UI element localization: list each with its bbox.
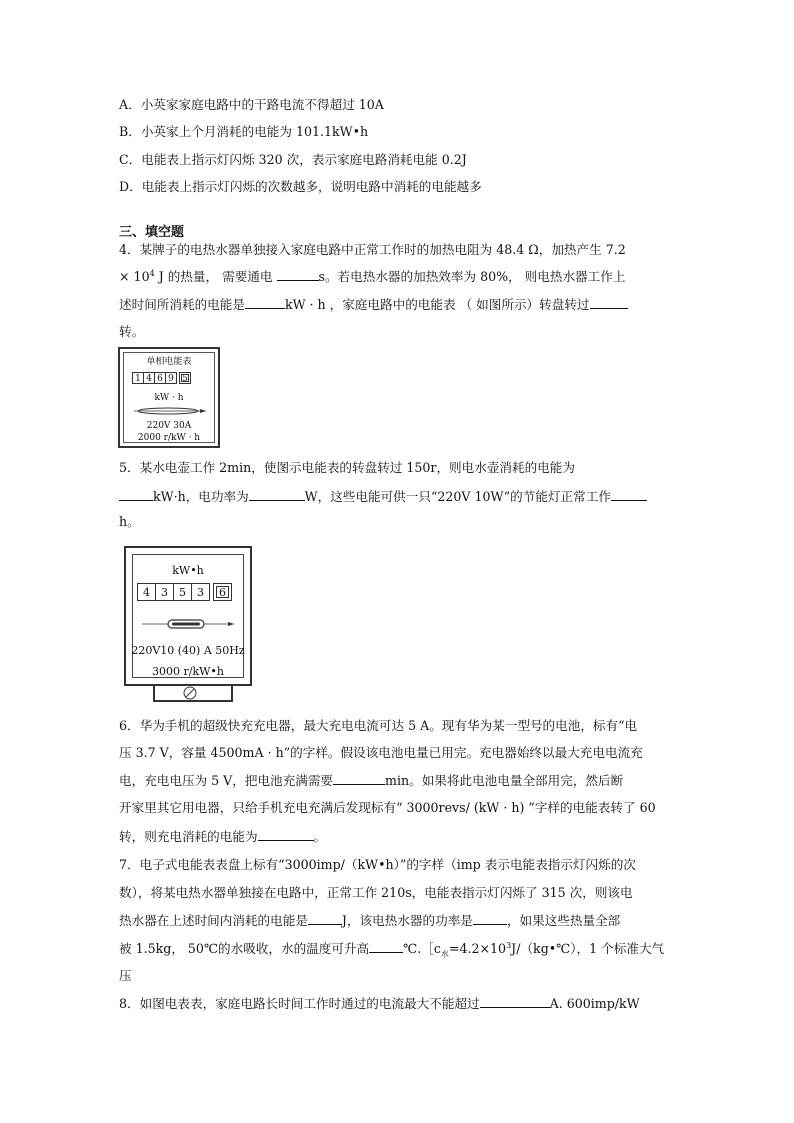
answer-blank[interactable] bbox=[277, 268, 319, 281]
q6-line-1: 6．华为手机的超级快充充电器，最大充电电流可达 5 A。现有华为某一型号的电池，标有“电 bbox=[119, 718, 638, 733]
q8-line-1: 8．如图电表表，家庭电路长时间工作时通过的电流最大不能超过 A. 600imp/kW bbox=[119, 996, 640, 1011]
meter-digits bbox=[138, 583, 232, 601]
q7-line-2: 数），将某电热水器单独接在电路中，正常工作 210s，电能表指示灯闪烁了 315 次，则该电 bbox=[119, 885, 633, 900]
q6-line-2: 压 3.7 V，容量 4500mA · h”的字样。假设该电池电量已用完。充电器始终以最大充电电流充 bbox=[119, 745, 643, 760]
option-b: B．小英家上个月消耗的电能为 101.1kW•h bbox=[119, 124, 369, 139]
answer-blank[interactable] bbox=[119, 488, 153, 501]
q7-line-1: 7．电子式电能表表盘上标有“3000imp/（kW•h）”的字样（imp 表示电能表指示灯闪烁的次 bbox=[119, 857, 636, 872]
meter-unit: kW•h bbox=[172, 564, 204, 577]
q7-line-3: 热水器在上述时间内消耗的电能是 J，该电热水器的功率是 ，如果这些热量全部 bbox=[119, 913, 621, 928]
meter-rating: 220V10 (40) A 50Hz bbox=[131, 644, 245, 657]
meter-digit: 3 bbox=[155, 583, 174, 601]
screw-icon bbox=[182, 686, 198, 700]
rotating-disc-icon bbox=[132, 406, 208, 416]
answer-blank[interactable] bbox=[480, 995, 550, 1008]
q6-line-4: 开家里其它用电器，只给手机充电充满后发现标有“ 3000revs/ (kW · h) ”字样的电能表转了 60 bbox=[119, 800, 656, 815]
q4-line-4: 转。 bbox=[119, 324, 145, 339]
q6-line-5: 转，则充电消耗的电能为 。 bbox=[119, 829, 327, 844]
answer-blank[interactable] bbox=[308, 912, 342, 925]
meter-digit: 4 bbox=[143, 372, 155, 384]
answer-blank[interactable] bbox=[590, 296, 628, 309]
answer-blank[interactable] bbox=[249, 488, 305, 501]
q4-line-3: 述时间所消耗的电能是 kW · h ，家庭电路中的电能表 （ 如图所示）转盘转过 bbox=[119, 296, 628, 314]
meter-title: 单相电能表 bbox=[146, 357, 192, 367]
energy-meter-figure-1 bbox=[118, 347, 220, 448]
energy-meter-figure-2 bbox=[124, 546, 252, 686]
answer-blank[interactable] bbox=[333, 772, 385, 785]
meter-terminal-box bbox=[153, 686, 233, 702]
q7-line-4: 被 1.5kg， 50℃的水吸收，水的温度可升高 $℃.[c_水=4.2\times 10^3J/(kg•℃)$，1 个标准大气 bbox=[119, 941, 665, 959]
meter-digit: 5 bbox=[179, 372, 191, 384]
meter-rev-constant: 3000 r/kW•h bbox=[152, 665, 224, 678]
answer-blank[interactable] bbox=[369, 940, 403, 953]
meter-unit: kW · h bbox=[154, 393, 184, 403]
q5-line-1: 5．某水电壶工作 2min，使图示电能表的转盘转过 150r，则电水壶消耗的电能为 bbox=[119, 460, 575, 475]
meter-digit: 5 bbox=[173, 583, 192, 601]
q4-line-1: 4．某牌子的电热水器单独接入家庭电路中正常工作时的加热电阻为 48.4 Ω，加热产生 7.2 bbox=[119, 242, 626, 257]
q7-line-5: 压 bbox=[119, 968, 132, 983]
answer-blank[interactable] bbox=[245, 296, 285, 309]
option-c: C．电能表上指示灯闪烁 320 次，表示家庭电路消耗电能 0.2J bbox=[119, 152, 467, 167]
answer-blank[interactable] bbox=[258, 828, 314, 841]
meter-digits bbox=[133, 372, 191, 384]
meter-digit: 3 bbox=[191, 583, 210, 601]
meter-digit: 6 bbox=[154, 372, 166, 384]
meter-rev-constant: 2000 r/kW · h bbox=[137, 433, 201, 443]
meter-digit: 9 bbox=[165, 372, 177, 384]
q5-line-3: h。 bbox=[119, 514, 140, 529]
answer-blank[interactable] bbox=[473, 912, 507, 925]
q4-line-2: × $10^4$ J 的热量， 需要通电 s。若电热水器的加热效率为 80%， 则电热水器工作上 bbox=[119, 269, 626, 284]
q6-line-3: 电，充电电压为 5 V，把电池充满需要 min。如果将此电池电量全部用完，然后断 bbox=[119, 773, 624, 788]
meter-digit: 4 bbox=[137, 583, 156, 601]
option-d: D．电能表上指示灯闪烁的次数越多，说明电路中消耗的电能越多 bbox=[119, 179, 482, 194]
meter-digit: 1 bbox=[132, 372, 144, 384]
meter-rating: 220V 30A bbox=[146, 421, 192, 431]
rotating-disc-icon bbox=[140, 618, 236, 630]
meter-digit: 6 bbox=[213, 583, 232, 601]
option-a: A．小英家家庭电路中的干路电流不得超过 10A bbox=[119, 97, 384, 112]
q5-line-2: kW·h，电功率为 W，这些电能可供一只“220V 10W”的节能灯正常工作 bbox=[119, 488, 647, 506]
section-title: 三、填空题 bbox=[119, 225, 185, 240]
answer-blank[interactable] bbox=[611, 488, 647, 501]
